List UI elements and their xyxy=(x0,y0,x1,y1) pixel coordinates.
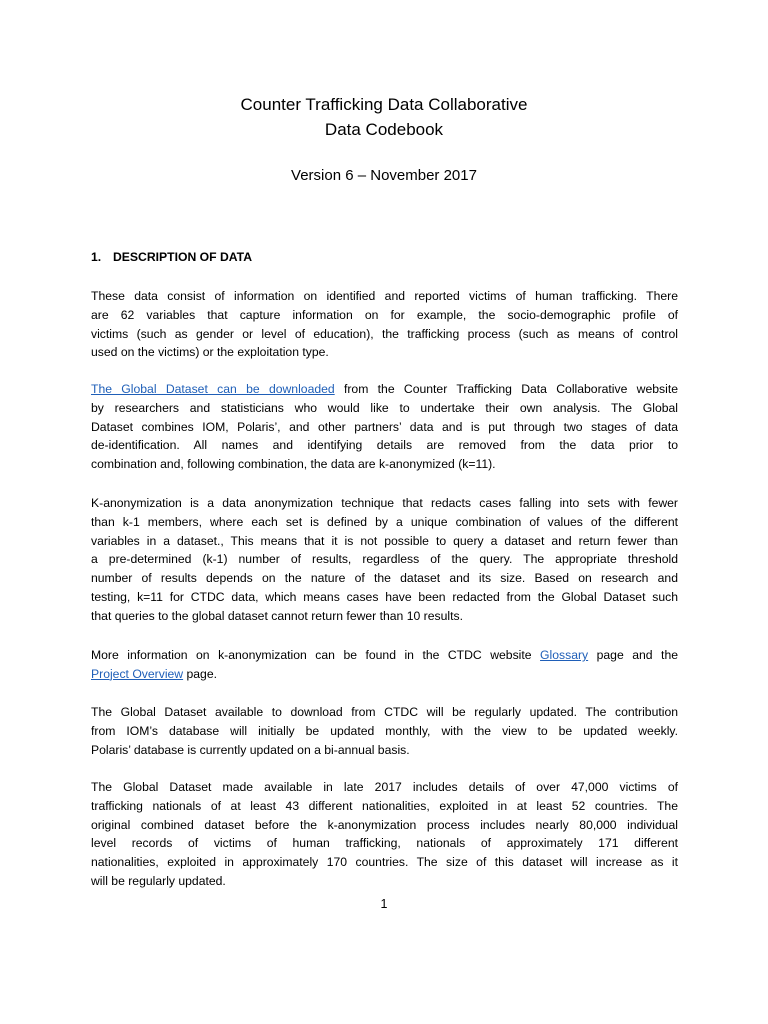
text-line xyxy=(91,665,678,684)
text-line: a pre-determined (k-1) number of results, regardless of the query. The appropriate threshold xyxy=(91,552,678,567)
text-line: number of results depends on the nature of the dataset and its size. Based on research and xyxy=(91,571,678,586)
text-fragment: page and the xyxy=(588,648,678,662)
text-line xyxy=(91,380,678,399)
text-line: testing, k=11 for CTDC data, which means cases have been redacted from the Global Dataset such xyxy=(91,589,678,604)
glossary-link[interactable]: Glossary xyxy=(540,648,589,662)
document-title: Counter Trafficking Data Collaborative xyxy=(240,95,528,114)
text-line: used on the victims) or the exploitation type. xyxy=(91,345,329,360)
text-line: Polaris’ database is currently updated on a bi-annual basis. xyxy=(91,742,410,757)
text-line: variables in a dataset., This means that it is not possible to query a dataset and return fewer than xyxy=(91,533,678,548)
paragraph-more-info xyxy=(91,646,678,684)
section-number: 1. xyxy=(91,250,102,264)
section-title: DESCRIPTION OF DATA xyxy=(113,250,253,264)
paragraph-global-dataset xyxy=(91,380,678,474)
document-subtitle: Data Codebook xyxy=(324,120,444,139)
text-line: by researchers and statisticians who would like to undertake their own analysis. The Global xyxy=(91,400,678,415)
text-line: are 62 variables that capture information on for example, the socio-demographic profile of xyxy=(91,307,678,322)
paragraph-description xyxy=(91,287,678,362)
text-line: Dataset combines IOM, Polaris’, and other partners’ data and is put through two stages of data xyxy=(91,419,678,434)
text-line: victims (such as gender or level of education), the trafficking process (such as means of control xyxy=(91,326,678,341)
text-line xyxy=(91,646,678,665)
text-fragment: from the Counter Trafficking Data Collaborative website xyxy=(334,382,678,396)
text-line: from IOM’s database will initially be updated monthly, with the view to be updated weekly. xyxy=(91,723,678,738)
text-line: de-identification. All names and identifying details are removed from the data prior to xyxy=(91,438,678,453)
paragraph-k-anonymization xyxy=(91,494,678,626)
download-dataset-link[interactable]: The Global Dataset can be downloaded xyxy=(91,382,335,396)
text-line: original combined dataset before the k-anonymization process includes nearly 80,000 individual xyxy=(91,817,678,832)
text-line: level records of victims of human trafficking, nationals of approximately 171 different xyxy=(91,836,678,851)
section-heading xyxy=(91,248,252,266)
document-version: Version 6 – November 2017 xyxy=(291,167,477,184)
text-line: will be regularly updated. xyxy=(91,873,226,888)
text-line: than k-1 members, where each set is defined by a unique combination of values of the different xyxy=(91,514,678,529)
project-overview-link[interactable]: Project Overview xyxy=(91,666,184,681)
text-fragment: page. xyxy=(183,666,217,681)
paragraph-updates xyxy=(91,703,678,759)
text-fragment: More information on k-anonymization can be found in the CTDC website xyxy=(91,648,541,662)
text-line: K-anonymization is a data anonymization technique that redacts cases falling into sets with fewer xyxy=(91,496,678,510)
text-line: that queries to the global dataset cannot return fewer than 10 results. xyxy=(91,608,463,623)
text-line: The Global Dataset available to download from CTDC will be regularly updated. The contribution xyxy=(91,705,678,719)
text-line: nationalities, exploited in approximately 170 countries. The size of this dataset will increase as it xyxy=(91,855,678,870)
text-line: These data consist of information on identified and reported victims of human trafficking. There xyxy=(91,289,678,303)
text-line: The Global Dataset made available in late 2017 includes details of over 47,000 victims of xyxy=(91,780,678,794)
paragraph-dataset-details xyxy=(91,778,678,891)
page-number: 1 xyxy=(380,897,388,911)
text-line: trafficking nationals of at least 43 different nationalities, exploited in at least 52 countries. The xyxy=(91,798,678,813)
text-line: combination and, following combination, the data are k-anonymized (k=11). xyxy=(91,457,496,472)
